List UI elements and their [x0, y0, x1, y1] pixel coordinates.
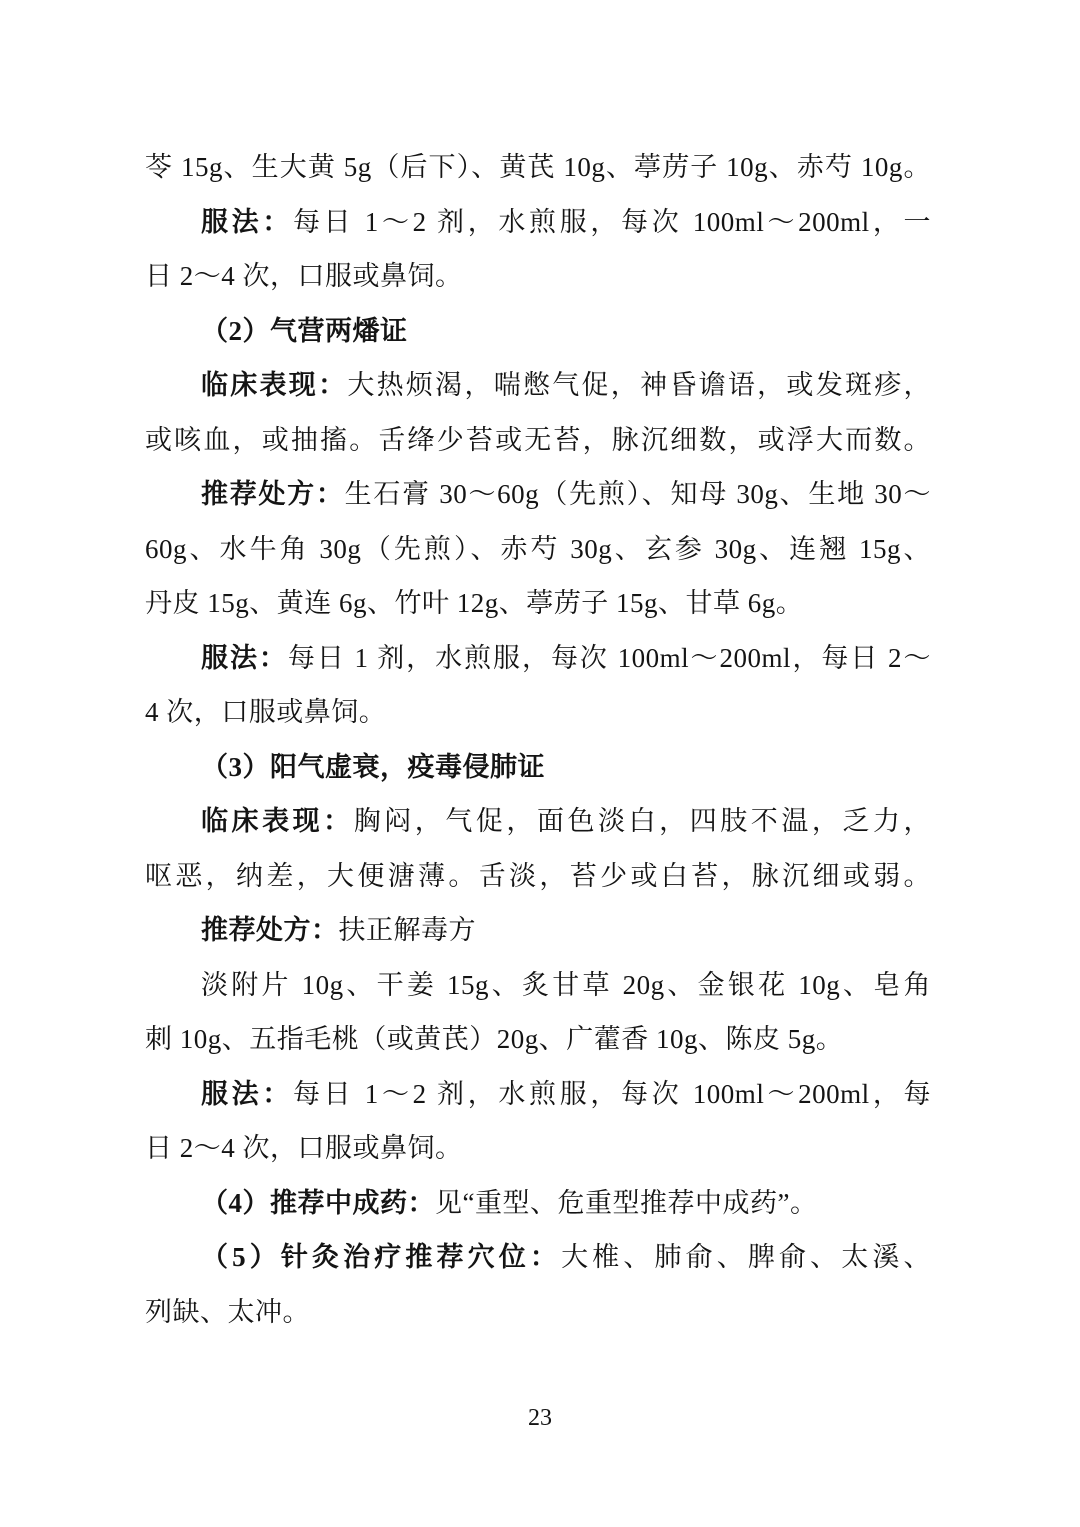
text-segment: 或咳血，或抽搐。舌绛少苔或无苔，脉沉细数，或浮大而数。 [145, 424, 931, 455]
text-segment: 苓 15g、生大黄 5g（后下）、黄芪 10g、葶苈子 10g、赤芍 10g。 [145, 152, 931, 182]
text-line [145, 304, 931, 359]
text-segment: 胸闷，气促，面色淡白，四肢不温，乏力， [353, 806, 932, 836]
text-segment: 日 2～4 次，口服或鼻饲。 [145, 1133, 463, 1163]
text-segment: 丹皮 15g、黄连 6g、竹叶 12g、葶苈子 15g、甘草 6g。 [145, 588, 804, 618]
text-line [145, 1230, 931, 1285]
text-line [145, 631, 931, 686]
body-text [145, 140, 931, 1339]
text-line [145, 413, 931, 468]
text-line [145, 794, 931, 849]
section-label: （2）气营两燔证 [201, 315, 408, 346]
text-line [145, 903, 931, 958]
text-segment: 日 2～4 次，口服或鼻饲。 [145, 261, 463, 291]
section-label: 服法： [201, 642, 288, 673]
text-line [145, 740, 931, 795]
text-line [145, 522, 931, 577]
text-line [145, 576, 931, 631]
text-segment: 扶正解毒方 [338, 915, 476, 945]
text-line [145, 195, 931, 250]
text-segment: 呕恶，纳差，大便溏薄。舌淡，苔少或白苔，脉沉细或弱。 [145, 860, 931, 891]
text-line [145, 467, 931, 522]
text-line [145, 1121, 931, 1176]
text-line [145, 1285, 931, 1340]
section-label: 推荐处方： [201, 915, 339, 945]
text-line [145, 958, 931, 1013]
text-segment: 淡附片 10g、干姜 15g、炙甘草 20g、金银花 10g、皂角 [201, 969, 931, 1000]
text-segment: 刺 10g、五指毛桃（或黄芪）20g、广藿香 10g、陈皮 5g。 [145, 1024, 844, 1054]
text-line [145, 849, 931, 904]
text-line [145, 140, 931, 195]
section-label: （3）阳气虚衰，疫毒侵肺证 [201, 751, 545, 782]
page-number: 23 [528, 1405, 552, 1431]
text-line [145, 358, 931, 413]
text-line [145, 1176, 931, 1231]
section-label: （4）推荐中成药： [201, 1187, 435, 1218]
section-label: 服法： [201, 1078, 294, 1109]
text-segment: 生石膏 30～60g（先煎）、知母 30g、生地 30～ [344, 479, 932, 509]
text-segment: 4 次，口服或鼻饲。 [145, 697, 387, 727]
section-label: 临床表现： [201, 806, 354, 836]
text-segment: 60g、水牛角 30g（先煎）、赤芍 30g、玄参 30g、连翘 15g、 [145, 533, 931, 564]
text-segment: 每日 1 剂，水煎服，每次 100ml～200ml，每日 2～ [287, 642, 931, 673]
text-segment: 大热烦渴，喘憋气促，神昏谵语，或发斑疹， [347, 370, 932, 400]
text-line [145, 249, 931, 304]
text-segment: 见“重型、危重型推荐中成药”。 [435, 1187, 818, 1218]
text-line [145, 685, 931, 740]
text-line [145, 1067, 931, 1122]
text-segment: 列缺、太冲。 [145, 1296, 310, 1327]
section-label: 服法： [201, 206, 294, 237]
section-label: 推荐处方： [201, 479, 345, 509]
text-segment: 每日 1～2 剂，水煎服，每次 100ml～200ml，一 [293, 206, 931, 237]
text-segment: 大椎、肺俞、脾俞、太溪、 [561, 1242, 932, 1272]
text-segment: 每日 1～2 剂，水煎服，每次 100ml～200ml，每 [293, 1078, 931, 1109]
section-label: （5）针灸治疗推荐穴位： [201, 1242, 562, 1272]
text-line [145, 1012, 931, 1067]
section-label: 临床表现： [201, 370, 348, 400]
